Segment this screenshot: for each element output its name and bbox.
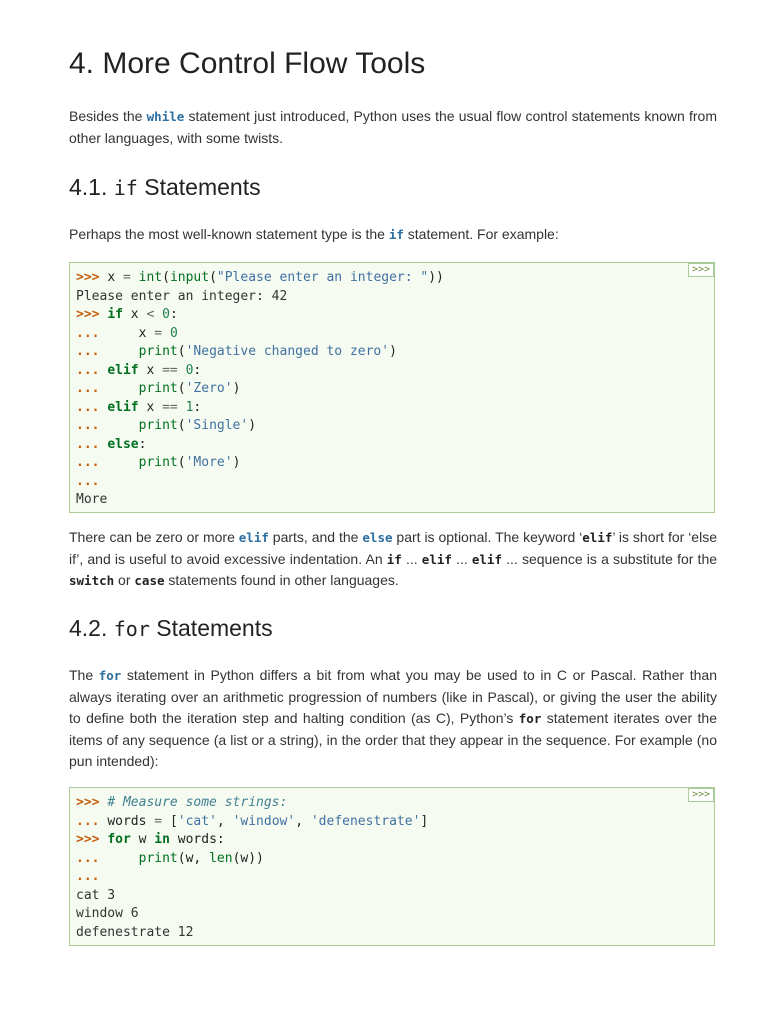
code-block-if[interactable]: [69, 262, 715, 513]
code-token: window 6: [76, 906, 139, 921]
code-token: ): [232, 381, 241, 396]
code-token: x: [138, 325, 155, 341]
code-token: 'defenestrate': [310, 813, 421, 829]
paragraph-text: or: [114, 572, 135, 588]
code-token: (w)): [232, 850, 264, 866]
copy-toggle-button[interactable]: >>>: [688, 263, 714, 277]
section-keyword: if: [113, 176, 138, 200]
code-lines: [76, 269, 708, 510]
code-token: ...: [76, 455, 139, 470]
code-line: [76, 473, 708, 492]
code-token: ...: [76, 850, 139, 866]
code-line: [76, 794, 708, 813]
link-if[interactable]: if: [388, 227, 404, 242]
code-token: print: [138, 418, 178, 433]
code-token: >>>: [76, 307, 108, 322]
section-heading-if: [69, 172, 261, 203]
code-token: x: [130, 307, 147, 322]
page-title: 4. More Control Flow Tools: [69, 47, 426, 80]
section-heading-for: [69, 613, 273, 644]
link-for[interactable]: for: [98, 668, 122, 683]
code-token: (: [177, 455, 186, 470]
code-token: ]: [420, 813, 429, 829]
code-line: [76, 269, 708, 288]
paragraph-text: ...: [401, 550, 422, 567]
code-line: [76, 380, 708, 399]
code-token: print: [138, 455, 178, 470]
code-token: ...: [76, 344, 139, 359]
paragraph-text: part is optional. The keyword ‘: [392, 529, 583, 545]
code-token: =: [122, 270, 139, 285]
code-token: int: [138, 270, 163, 285]
intro-text-1: Besides the: [69, 108, 147, 124]
paragraph-text: There can be zero or more: [69, 529, 239, 545]
code-token: (: [162, 270, 170, 285]
code-token: words:: [177, 832, 225, 847]
code-token: # Measure some strings:: [107, 795, 288, 810]
code-token: >>>: [76, 832, 108, 847]
code-line: [76, 905, 708, 924]
code-token: ...: [76, 399, 108, 415]
code-token: 'cat': [177, 813, 217, 829]
code-token: =: [154, 325, 170, 341]
code-token: >>>: [76, 795, 108, 810]
inline-code-elif: elif: [421, 551, 452, 567]
code-token: elif: [107, 399, 147, 415]
copy-toggle-button[interactable]: >>>: [688, 788, 714, 802]
for-paragraph: [69, 665, 717, 773]
code-token: ...: [76, 473, 100, 489]
inline-code-case: case: [134, 573, 165, 588]
code-token: ...: [76, 325, 139, 341]
code-line: [76, 343, 708, 362]
code-token: x: [146, 362, 163, 378]
code-token: 0: [185, 362, 194, 378]
code-token: 'window': [232, 813, 296, 829]
code-token: <: [146, 307, 163, 322]
code-line: [76, 850, 708, 869]
code-token: (: [177, 418, 186, 433]
code-token: 'Negative changed to zero': [185, 344, 390, 359]
code-token: 'More': [185, 455, 233, 470]
code-token: words: [107, 813, 155, 829]
code-line: [76, 491, 708, 510]
code-token: ...: [76, 381, 139, 396]
code-token: ,: [216, 813, 233, 829]
inline-code-for: for: [518, 711, 542, 726]
inline-code-if: if: [386, 551, 402, 567]
code-token: ): [232, 455, 241, 470]
code-line: [76, 325, 708, 344]
code-token: ): [389, 344, 397, 359]
inline-code-elif: elif: [471, 551, 502, 567]
code-block-for[interactable]: [69, 787, 715, 946]
code-token: (: [177, 381, 186, 396]
section-number: 4.1.: [69, 174, 114, 200]
code-token: x: [107, 270, 123, 285]
paragraph-text: statement in Python differs a bit from what you may be used to in C or Pascal. Rather than always iterating over an arithmetic progression of numbers (like in Pascal), or giving the user the ability to define both the iteration step and halting condition (as C), Python’s: [69, 667, 718, 726]
code-token: 0: [169, 325, 178, 341]
code-token: (: [209, 270, 217, 285]
code-token: input: [169, 270, 210, 285]
intro-paragraph: [69, 106, 717, 149]
code-token: elif: [107, 362, 147, 378]
code-line: [76, 362, 708, 381]
code-token: len: [209, 850, 233, 866]
code-token: ...: [76, 813, 108, 829]
link-else[interactable]: else: [362, 530, 393, 545]
paragraph-text: ...: [451, 550, 472, 567]
code-line: [76, 436, 708, 455]
paragraph-text: ’ is short for ‘else if’, and is useful to avoid excessive indentation. An: [69, 529, 717, 567]
link-while[interactable]: while: [146, 109, 185, 124]
code-token: :: [193, 362, 202, 378]
code-token: print: [138, 344, 178, 359]
code-token: ==: [162, 362, 186, 378]
code-line: [76, 831, 708, 850]
code-line: [76, 924, 708, 943]
paragraph-text: statements found in other languages.: [164, 572, 399, 588]
code-token: ...: [76, 869, 100, 884]
code-token: =: [154, 813, 170, 829]
code-line: [76, 288, 708, 307]
code-line: [76, 868, 708, 887]
section-title: Statements: [137, 174, 261, 200]
code-token: in: [154, 832, 178, 847]
inline-code-elif: elif: [582, 530, 613, 545]
code-token: )): [428, 270, 444, 285]
code-token: 0: [162, 307, 170, 322]
code-token: More: [76, 492, 108, 507]
if-intro-paragraph: [69, 224, 717, 246]
code-token: [: [169, 813, 178, 829]
code-token: print: [138, 381, 178, 396]
if-intro-text-1: Perhaps the most well-known statement type is the: [69, 226, 389, 242]
code-line: [76, 306, 708, 325]
code-token: ==: [162, 399, 186, 415]
code-token: :: [193, 399, 202, 415]
intro-text-2: statement just introduced, Python uses the usual flow control statements known from other languages, with some twists.: [69, 108, 717, 146]
code-token: ...: [76, 362, 108, 378]
code-token: ...: [76, 436, 108, 452]
code-token: cat 3: [76, 887, 116, 903]
code-token: defenestrate 12: [76, 924, 194, 940]
code-token: 'Single': [185, 418, 249, 433]
code-token: 'Zero': [185, 381, 233, 396]
code-token: x: [146, 399, 163, 415]
link-elif[interactable]: elif: [238, 530, 269, 545]
code-token: ): [248, 418, 257, 433]
paragraph-text: parts, and the: [268, 529, 363, 545]
section-keyword: for: [113, 617, 150, 641]
code-token: w: [138, 832, 155, 847]
code-line: [76, 887, 708, 906]
code-line: [76, 454, 708, 473]
code-lines: [76, 794, 708, 942]
code-token: print: [138, 850, 178, 866]
code-token: for: [107, 832, 139, 847]
code-token: Please enter an integer: 42: [76, 288, 288, 304]
code-token: if: [107, 307, 131, 322]
code-token: :: [138, 436, 147, 452]
paragraph-text: The: [69, 667, 99, 683]
code-line: [76, 813, 708, 832]
paragraph-text: ... sequence is a substitute for the: [501, 550, 718, 567]
section-title: Statements: [149, 615, 273, 641]
section-number: 4.2.: [69, 615, 114, 641]
code-token: "Please enter an integer: ": [216, 270, 429, 285]
elif-paragraph: [69, 527, 717, 592]
paragraph-text: statement iterates over the items of any sequence (a list or a string), in the order that they appear in the sequence. For example (no pun intended):: [69, 710, 718, 769]
code-token: (w,: [177, 850, 210, 866]
code-token: ,: [295, 813, 311, 829]
code-line: [76, 417, 708, 436]
code-token: >>>: [76, 270, 108, 285]
inline-code-switch: switch: [69, 573, 115, 588]
code-token: :: [169, 307, 178, 322]
code-token: 1: [185, 399, 194, 415]
code-token: ...: [76, 418, 139, 433]
code-line: [76, 399, 708, 418]
if-intro-text-2: statement. For example:: [403, 226, 559, 242]
code-token: else: [107, 436, 139, 452]
code-token: (: [177, 344, 186, 359]
